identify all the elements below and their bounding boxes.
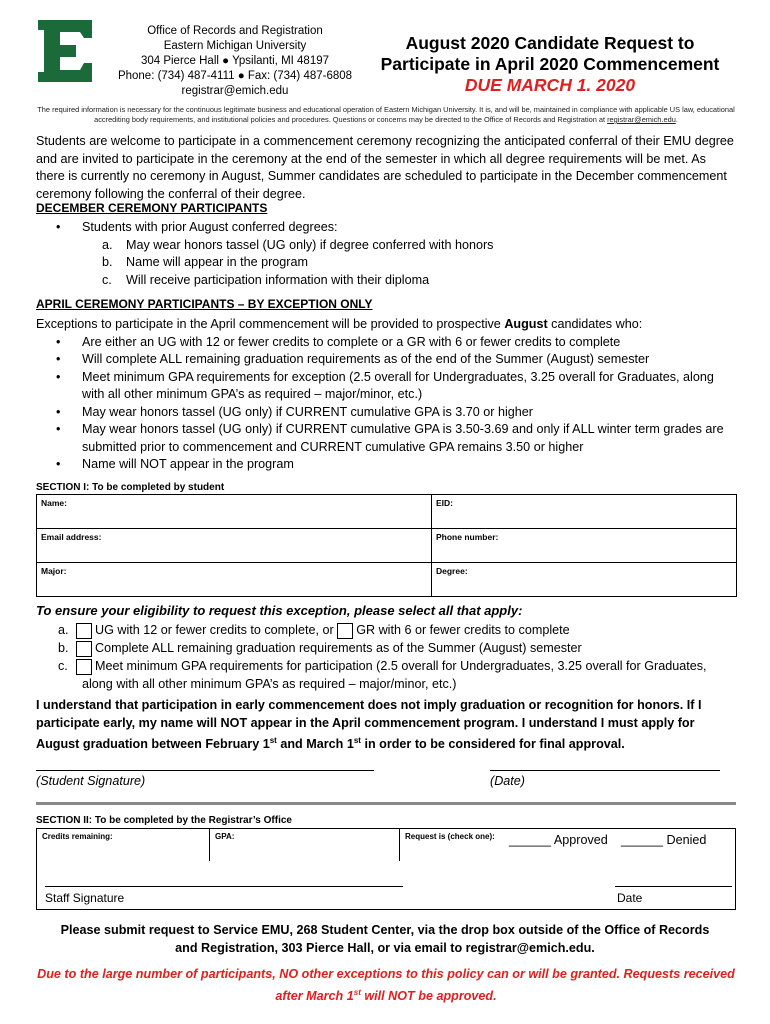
- acknowledgement: I understand that participation in early commencement does not imply graduation or recognition for honors. If I participate early, my name will NOT appear in the April commencement program. I understand I must apply for August graduation between February 1st and March 1st in order to be considered for final approval.: [36, 698, 702, 752]
- student-info-table: [36, 494, 737, 597]
- staff-signature-line[interactable]: [45, 886, 403, 887]
- staff-date-label: Date: [617, 891, 643, 905]
- date-label: (Date): [490, 774, 525, 788]
- gpa-checkbox[interactable]: [76, 659, 92, 675]
- date-line[interactable]: [490, 770, 720, 771]
- requirements-checkbox[interactable]: [76, 641, 92, 657]
- eid-field[interactable]: EID:: [432, 495, 737, 529]
- form-title: August 2020 Candidate Request to Participate in April 2020 Commencement DUE MARCH 1. 2020: [370, 33, 730, 96]
- list-item: • Name will NOT appear in the program: [56, 457, 294, 471]
- office-address: Office of Records and Registration Eastern Michigan University 304 Pierce Hall ● Ypsilanti, MI 48197 Phone: (734) 487-4111 ● Fax: (734) 487-6808 registrar@emich.edu: [117, 25, 353, 97]
- list-item: b. Name will appear in the program: [102, 255, 308, 269]
- list-item: • May wear honors tassel (UG only) if CURRENT cumulative GPA is 3.70 or higher: [56, 404, 533, 419]
- disclaimer: The required information is necessary for the continuous legitimate business and educational operation of Eastern Michigan University. It is, and will be, maintained in compliance with applicable US law, educational accrediting body requirements, and institutional policies and procedures. Questions or concerns may be directed to the Office of Records and Registration at registrar@emich.edu.: [37, 105, 735, 124]
- april-list: [36, 316, 736, 474]
- list-item: a. May wear honors tassel (UG only) if degree conferred with honors: [102, 237, 494, 252]
- approved-option[interactable]: ______ Approved: [509, 833, 608, 847]
- ug-checkbox[interactable]: [76, 623, 92, 639]
- list-item: c. Will receive participation information with their diploma: [102, 272, 430, 287]
- warning-note: Due to the large number of participants, NO other exceptions to this policy can or will be granted. Requests received after March 1st will NOT be approved.: [37, 967, 735, 1003]
- phone-field[interactable]: Phone number:: [432, 529, 737, 563]
- eligibility-list: a. UG with 12 or fewer credits to complete, or GR with 6 or fewer credits to complete b. Complete ALL remaining graduation requirements as of the Summer (August) semester c. Meet minimum GPA requirements for participation (2.5 overall for Undergraduates, 3.25 overall for Graduates, along with all other minimum GPA’s as required – major/minor, etc.): [58, 623, 707, 691]
- student-signature-label: (Student Signature): [36, 774, 146, 788]
- submit-instructions: Please submit request to Service EMU, 268 Student Center, via the drop box outside of the Office of Records and Registration, 303 Pierce Hall, or via email to registrar@emich.edu.: [60, 923, 710, 955]
- eligibility-question: To ensure your eligibility to request this exception, please select all that apply:: [36, 603, 523, 618]
- list-item: • May wear honors tassel (UG only) if CURRENT cumulative GPA is 3.50-3.69 and only if ALL winter term grades are submitted prior to commencement and CURRENT cumulative GPA remains 3.50 or higher: [56, 422, 724, 454]
- april-heading: APRIL CEREMONY PARTICIPANTS – BY EXCEPTION ONLY: [36, 297, 373, 311]
- student-signature-line[interactable]: [36, 770, 374, 771]
- registrar-email-link[interactable]: registrar@emich.edu: [607, 115, 676, 124]
- divider: [36, 802, 736, 805]
- december-heading: DECEMBER CEREMONY PARTICIPANTS: [36, 201, 268, 215]
- list-item: • Students with prior August conferred degrees:: [56, 220, 338, 234]
- name-field[interactable]: Name:: [37, 495, 432, 529]
- list-item: • Are either an UG with 12 or fewer credits to complete or a GR with 6 or fewer credits to complete: [56, 334, 621, 349]
- april-lead: Exceptions to participate in the April commencement will be provided to prospective August candidates who:: [36, 317, 643, 331]
- request-field: Request is (check one):: [405, 832, 495, 841]
- list-item: • Meet minimum GPA requirements for exception (2.5 overall for Undergraduates, 3.25 overall for Graduates, along with all other minimum GPA’s as required – major/minor, etc.): [56, 369, 714, 401]
- denied-option[interactable]: ______ Denied: [621, 833, 707, 847]
- registrar-box: [36, 828, 736, 910]
- emu-logo: [36, 18, 96, 84]
- section1-heading: SECTION I: To be completed by student: [36, 482, 225, 493]
- list-item: • Will complete ALL remaining graduation requirements as of the end of the Summer (August) semester: [56, 352, 650, 366]
- gr-checkbox[interactable]: [337, 623, 353, 639]
- staff-date-line[interactable]: [615, 886, 732, 887]
- intro-paragraph: Students are welcome to participate in a commencement ceremony recognizing the anticipated conferral of their EMU degree and are invited to participate in the ceremony at the end of the semester in which all degree requirements will be met. As there is currently no ceremony in August, Summer candidates are scheduled to participate in the December commencement ceremony following the conferral of their degree.: [36, 134, 734, 201]
- degree-field[interactable]: Degree:: [432, 563, 737, 597]
- due-date: DUE MARCH 1. 2020: [464, 75, 636, 95]
- december-list: [36, 219, 736, 289]
- email-field[interactable]: Email address:: [37, 529, 432, 563]
- major-field[interactable]: Major:: [37, 563, 432, 597]
- section2-heading: SECTION II: To be completed by the Registrar’s Office: [36, 815, 292, 826]
- gpa-field[interactable]: GPA:: [210, 829, 400, 861]
- credits-field[interactable]: Credits remaining:: [37, 829, 210, 861]
- staff-signature-label: Staff Signature: [45, 891, 125, 905]
